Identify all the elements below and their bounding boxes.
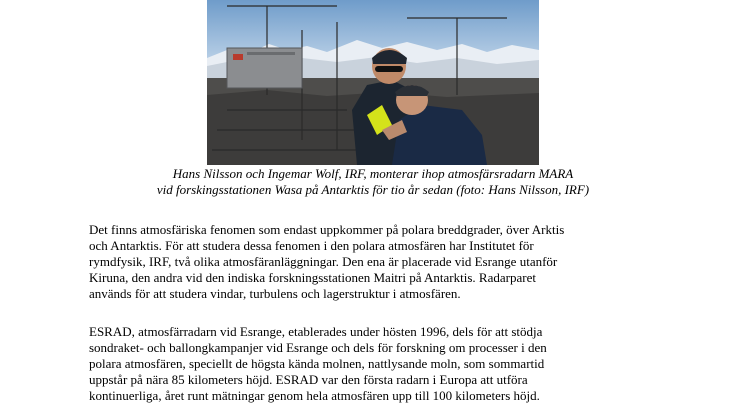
paragraph xyxy=(89,222,669,302)
photo-illustration xyxy=(207,0,539,165)
text-line: Kiruna, den andra vid den indiska forskningsstationen Maitri på Antarktis. Radarparet xyxy=(89,270,536,285)
text-line: rymdfysik, IRF, två olika atmosfäranläggningar. Den ena är placerade vid Esrange utanför xyxy=(89,254,558,269)
text-line: används för att studera vindar, turbulens och lagerstruktur i atmosfären. xyxy=(89,286,461,301)
text-line: polara atmosfären, speciellt de högsta kända molnen, nattlysande moln, som sommartid xyxy=(89,356,545,371)
text-line: sondraket- och ballongkampanjer vid Esrange och dels för forskning om processer i den xyxy=(89,340,547,355)
paragraph xyxy=(89,324,669,404)
text-line: och Antarktis. För att studera dessa fenomen i den polara atmosfären har Institutet för xyxy=(89,238,534,253)
text-line: Det finns atmosfäriska fenomen som endast uppkommer på polara breddgrader, över Arktis xyxy=(89,222,565,237)
text-line: ESRAD, atmosfärradarn vid Esrange, etablerades under hösten 1996, dels för att stödja xyxy=(89,324,543,339)
text-line: uppstår på nära 85 kilometers höjd. ESRAD var den första radarn i Europa att utföra xyxy=(89,372,528,387)
text-line: kontinuerliga, året runt mätningar genom hela atmosfären upp till 100 kilometers höjd. xyxy=(89,388,540,403)
article-photo xyxy=(207,0,539,165)
photo-caption xyxy=(0,166,746,198)
caption-line: vid forskingsstationen Wasa på Antarktis för tio år sedan (foto: Hans Nilsson, IRF) xyxy=(156,182,590,197)
caption-line: Hans Nilsson och Ingemar Wolf, IRF, monterar ihop atmosfärsradarn MARA xyxy=(172,166,574,181)
